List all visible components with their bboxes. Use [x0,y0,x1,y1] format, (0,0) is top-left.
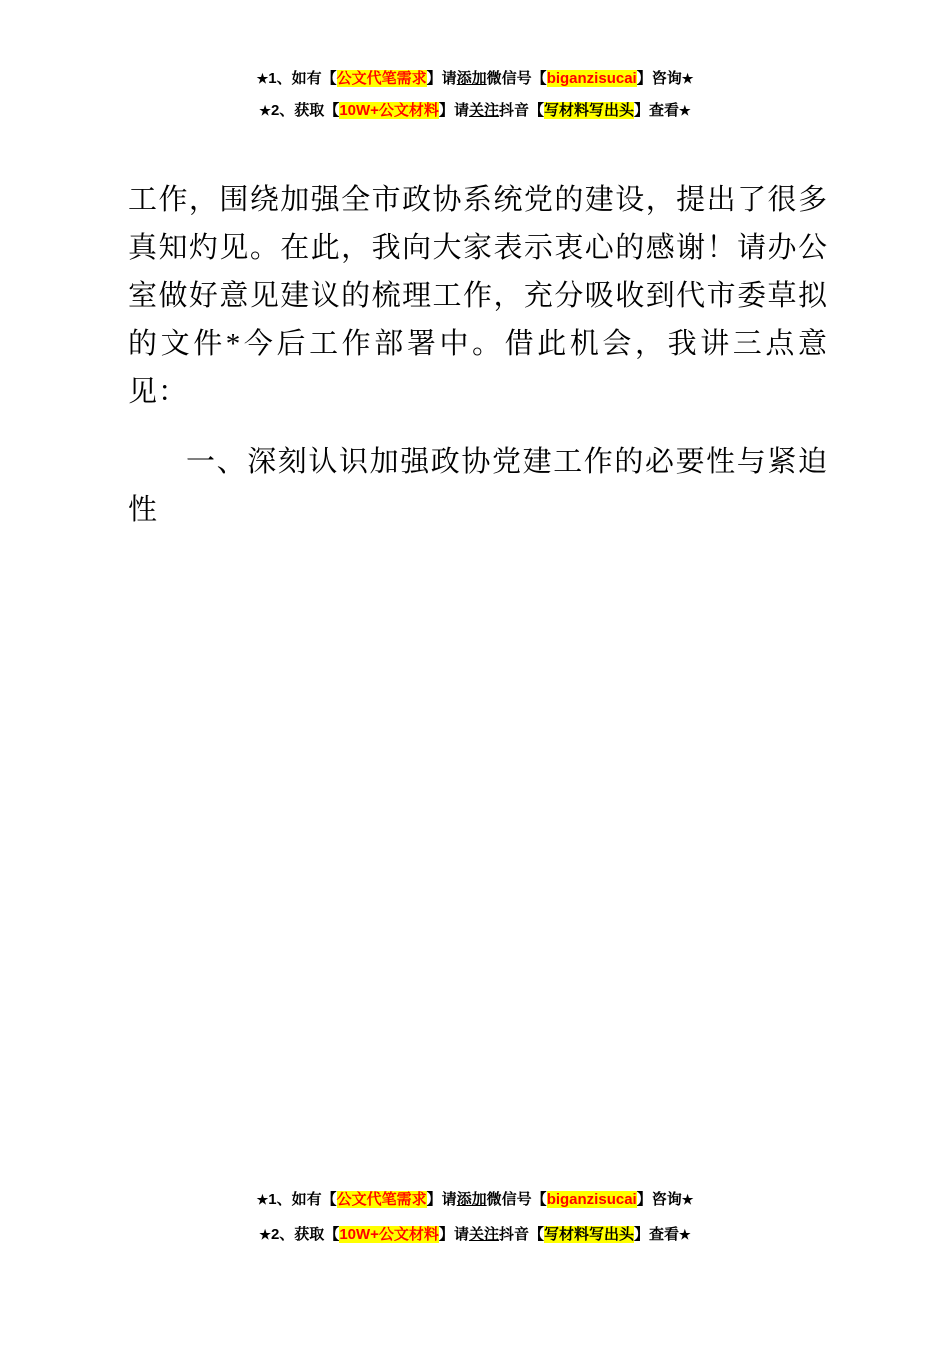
bracket-close-2: 】 [634,1226,650,1243]
promo-highlight-service: 公文代笔需求 [336,1191,427,1208]
bracket-open: 【 [324,102,340,119]
star-icon-left: ★ [259,103,271,118]
bracket-open-2: 【 [531,70,547,87]
promo-underline-follow: 关注 [468,102,499,119]
promo-highlight-materials: 10W+公文材料 [339,1226,439,1243]
promo-suffix: 咨询 [651,1191,682,1208]
bracket-close: 】 [426,1191,442,1208]
promo-mid: 请 [441,70,457,87]
promo-suffix: 查看 [649,102,680,119]
bracket-close: 】 [438,1226,454,1243]
bracket-close-2: 】 [636,70,652,87]
promo-highlight-wechat-id: biganzisucai [546,1191,637,1208]
promo-underline-add: 添加 [456,1191,487,1208]
bracket-close-2: 】 [636,1191,652,1208]
star-icon-left: ★ [256,1192,269,1207]
star-icon-right: ★ [681,71,694,86]
promo-highlight-wechat-id: biganzisucai [546,70,637,87]
promo-banner-top-line2 [0,98,950,124]
bracket-close: 】 [438,102,454,119]
promo-suffix: 查看 [649,1226,680,1243]
promo-mid: 请 [453,1226,469,1243]
paragraph-section-heading-one: 一、深刻认识加强政协党建工作的必要性与紧迫性 [128,446,828,526]
paragraph-continuation: 工作，围绕加强全市政协系统党的建设，提出了很多真知灼见。在此，我向大家表示衷心的感谢！请办公室做好意见建议的梳理工作，充分吸收到代市委草拟的文件*今后工作部署中。借此机会，我讲三点意见： [128,184,828,408]
promo-underline-add: 添加 [456,70,487,87]
bracket-open-2: 【 [528,102,544,119]
bracket-close-2: 】 [634,102,650,119]
promo-suffix: 咨询 [651,70,682,87]
promo-highlight-douyin-id: 写材料写出头 [544,1226,635,1243]
promo-mid2: 微信号 [486,70,532,87]
promo-prefix: 1、如有 [268,70,322,87]
promo-highlight-service: 公文代笔需求 [336,70,427,87]
bracket-close: 】 [426,70,442,87]
promo-banner-top-line1 [0,66,950,92]
star-icon-right: ★ [679,1227,691,1242]
promo-mid2: 微信号 [486,1191,532,1208]
bracket-open: 【 [321,1191,337,1208]
star-icon-left: ★ [259,1227,271,1242]
promo-mid: 请 [441,1191,457,1208]
star-icon-left: ★ [256,71,269,86]
promo-mid: 请 [453,102,469,119]
bracket-open: 【 [321,70,337,87]
promo-highlight-materials: 10W+公文材料 [339,102,439,119]
promo-banner-bottom-line2 [0,1222,950,1248]
star-icon-right: ★ [681,1192,694,1207]
promo-underline-follow: 关注 [468,1226,499,1243]
promo-mid2: 抖音 [498,1226,529,1243]
bracket-open: 【 [324,1226,340,1243]
promo-banner-bottom-line1 [0,1187,950,1213]
promo-mid2: 抖音 [498,102,529,119]
star-icon-right: ★ [679,103,691,118]
bracket-open-2: 【 [528,1226,544,1243]
promo-prefix: 2、获取 [270,1226,325,1243]
document-body [128,176,828,534]
promo-highlight-douyin-id: 写材料写出头 [544,102,635,119]
bracket-open-2: 【 [531,1191,547,1208]
promo-prefix: 1、如有 [268,1191,322,1208]
promo-prefix: 2、获取 [270,102,325,119]
